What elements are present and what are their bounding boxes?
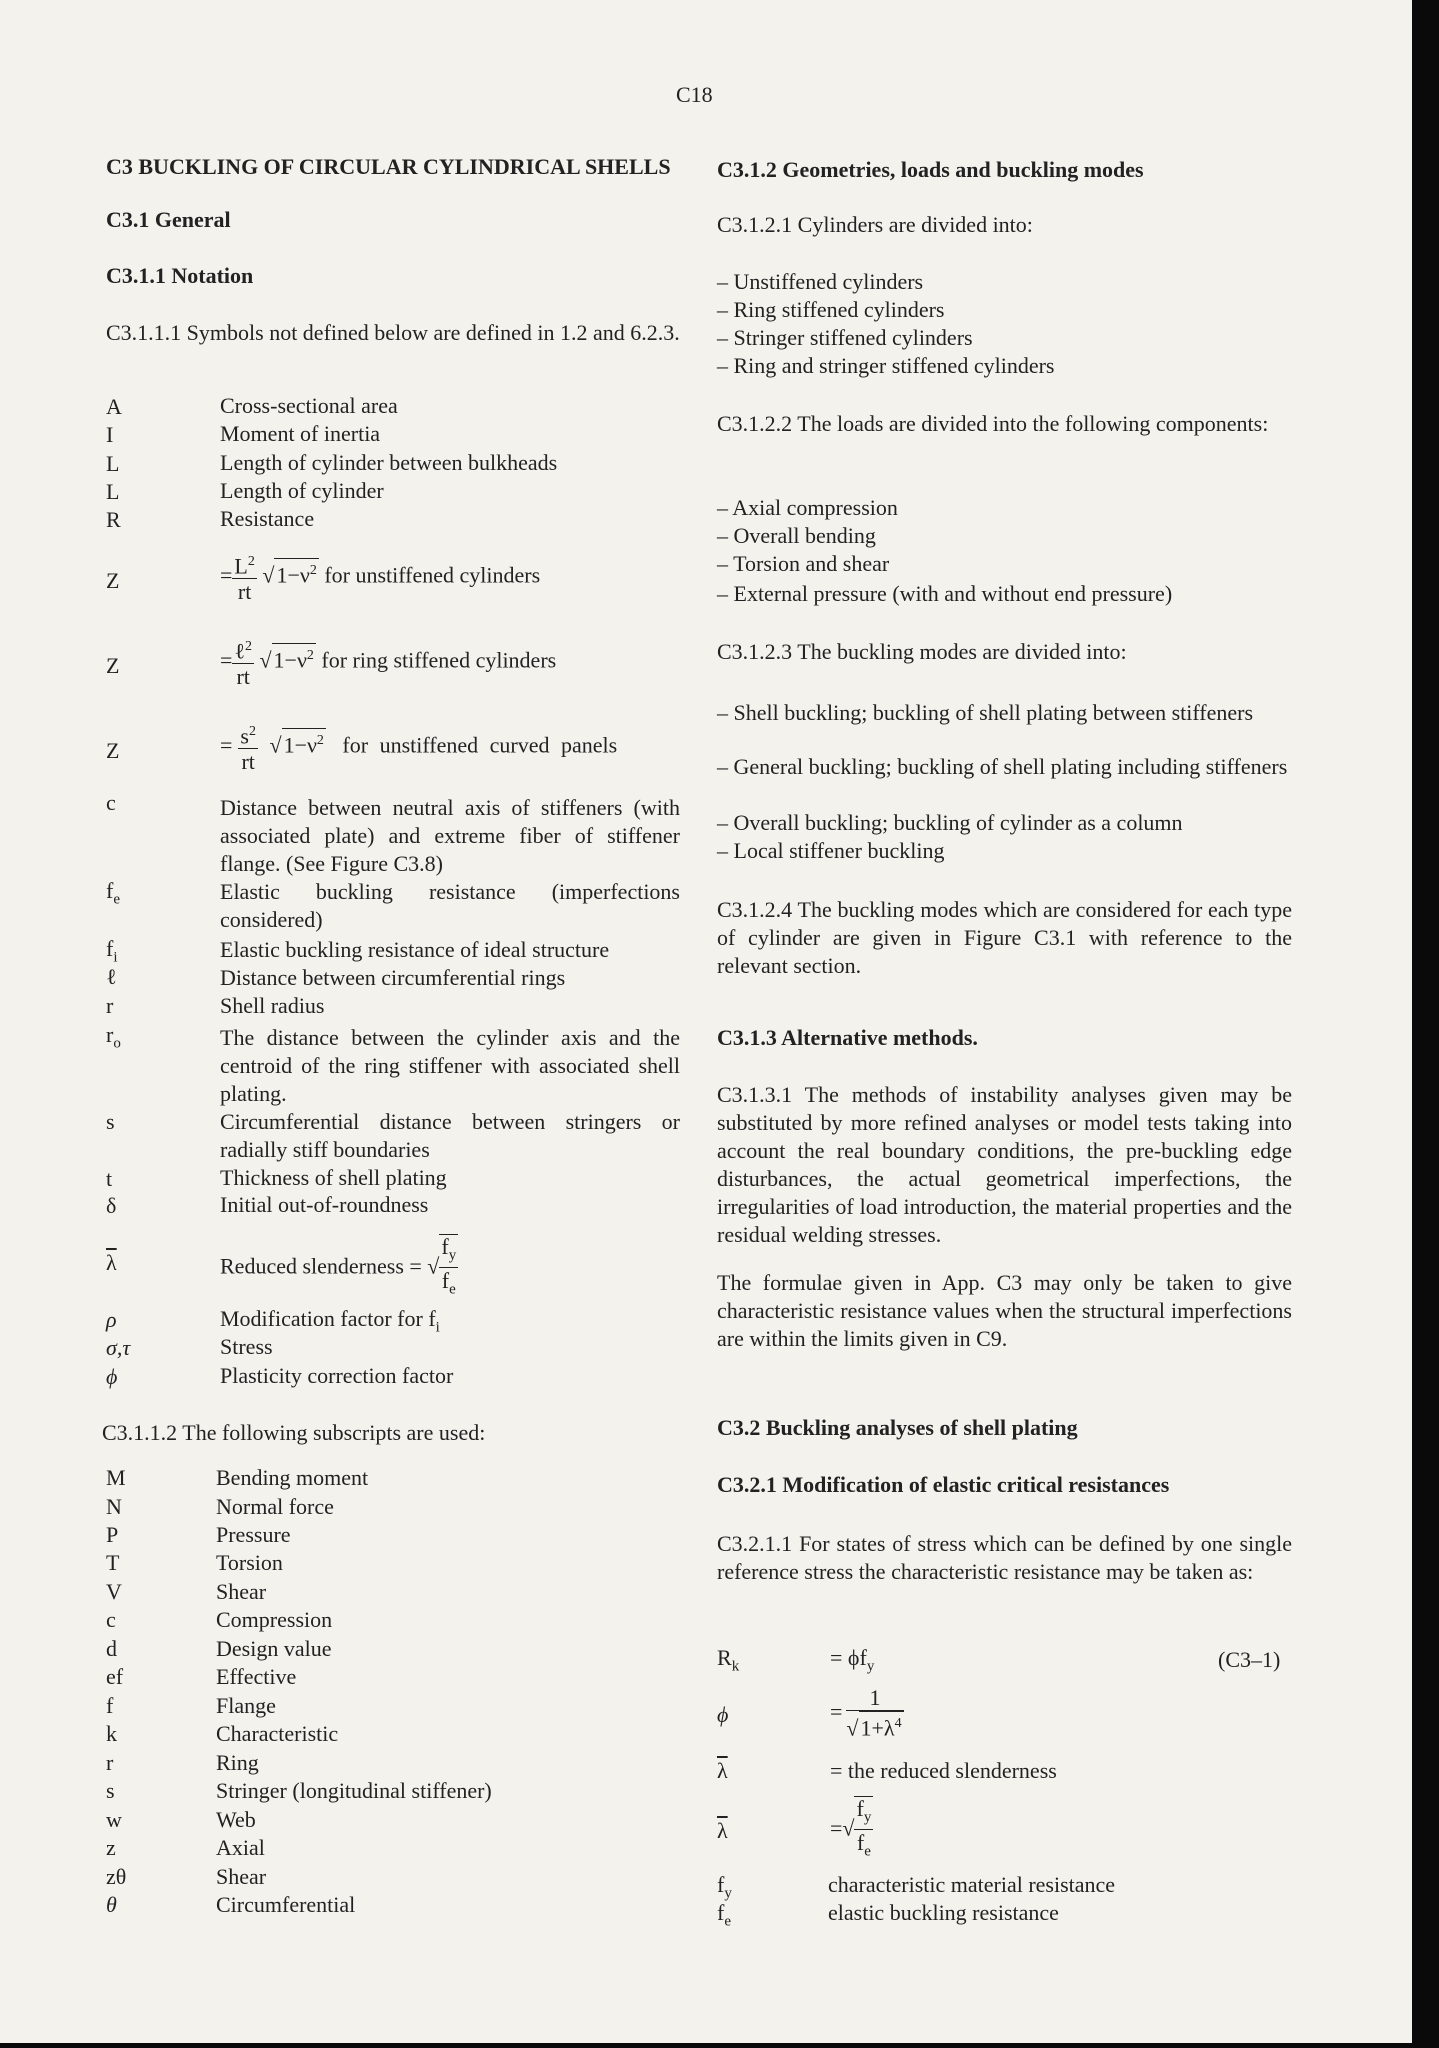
reduced-slenderness-formula: Reduced slenderness = √ $\frac{f_y}{f_e}$	[220, 1234, 458, 1303]
paragraph-c3-1-2-4: C3.1.2.4 The buckling modes which are considered for each type of cylinder are given in Figure C3.1 with reference to the relevant section.	[717, 897, 1292, 978]
notation-definition: Modification factor for $f_i$	[220, 1306, 440, 1336]
subscript-symbol: V	[106, 1579, 122, 1604]
subscript-symbol: k	[106, 1721, 117, 1746]
subscript-definition: Axial	[216, 1835, 265, 1860]
eq-lambda-rhs-2: =√ $\frac{f_y}{f_e}$	[830, 1796, 873, 1865]
buckling-mode-item: – General buckling; buckling of shell plating including stiffeners	[717, 754, 1288, 779]
notation-symbol: A	[106, 394, 122, 419]
notation-definition: Cross-sectional area	[220, 393, 398, 418]
subscript-symbol: c	[106, 1607, 116, 1632]
subscript-definition: Stringer (longitudinal stiffener)	[216, 1778, 492, 1803]
subscript-definition: Circumferential	[216, 1892, 356, 1917]
subscript-definition: Web	[216, 1807, 256, 1832]
subscript-definition: Shear	[216, 1864, 267, 1889]
notation-symbol: ℓ	[106, 964, 117, 989]
eq-phi-symbol: ϕ	[717, 1702, 729, 1727]
paragraph-c3-1-2-3: C3.1.2.3 The buckling modes are divided into:	[717, 639, 1127, 664]
eq-lambda-symbol: $\overline{\lambda}$	[717, 1758, 728, 1783]
subscript-symbol: r	[106, 1750, 114, 1775]
notation-definition: Thickness of shell plating	[220, 1165, 447, 1190]
subscript-definition: Ring	[216, 1750, 259, 1775]
section-heading-c3-2-1: C3.2.1 Modification of elastic critical resistances	[717, 1472, 1170, 1497]
subscript-definition: Effective	[216, 1664, 297, 1689]
eq-rk-symbol: $R_k$	[717, 1645, 740, 1675]
section-heading-c3-1-3: C3.1.3 Alternative methods.	[717, 1025, 978, 1050]
notation-symbol: L	[106, 451, 120, 476]
notation-definition: Initial out-of-roundness	[220, 1192, 429, 1217]
notation-definition: Distance between circumferential rings	[220, 965, 566, 990]
eq-lambda-symbol-2: $\overline{\lambda}$	[717, 1818, 728, 1843]
notation-definition: Distance between neutral axis of stiffeners (with associated plate) and extreme fiber of stiffener flange. (See Figure C3.8)	[220, 795, 680, 876]
notation-symbol: r	[106, 993, 114, 1018]
load-item: – Overall bending	[717, 523, 876, 548]
notation-symbol: Z	[106, 653, 120, 678]
section-heading-c3-2: C3.2 Buckling analyses of shell plating	[717, 1415, 1078, 1440]
subscript-symbol: f	[106, 1693, 114, 1718]
buckling-mode-item: – Shell buckling; buckling of shell plating between stiffeners	[717, 700, 1254, 725]
eq-rk-rhs: = $\phi f_y$	[830, 1645, 875, 1675]
subscript-symbol: P	[106, 1522, 119, 1547]
paragraph-c3-2-1-1: C3.2.1.1 For states of stress which can be defined by one single reference stress the characteristic resistance may be taken as:	[717, 1531, 1292, 1584]
subscript-symbol: z	[106, 1835, 116, 1860]
subscript-definition: Shear	[216, 1579, 267, 1604]
cylinder-type-item: – Ring stiffened cylinders	[717, 297, 945, 322]
notation-definition: Length of cylinder	[220, 478, 384, 503]
section-heading-c3-1-1: C3.1.1 Notation	[106, 263, 254, 288]
buckling-mode-item: – Overall buckling; buckling of cylinder as a column	[717, 810, 1183, 835]
notation-symbol: s	[106, 1109, 115, 1134]
buckling-mode-item: – Local stiffener buckling	[717, 838, 945, 863]
eq-fe-symbol: $f_e$	[717, 1900, 731, 1930]
notation-symbol: I	[106, 422, 114, 447]
subscript-symbol: M	[106, 1465, 126, 1490]
subscript-symbol: s	[106, 1778, 115, 1803]
z-formula-curved-panels: = $\frac{s^2}{rt}$ $√1-\nu^2$ for unstiffened curved panels	[220, 720, 680, 775]
subscript-symbol: N	[106, 1494, 122, 1519]
paragraph-c3-1-3-1: C3.1.3.1 The methods of instability analyses given may be substituted by more refined analyses or model tests taking into account the real boundary conditions, the pre-buckling edge disturbances, the actual geometrical imperfections, the irregularities of load introduction, the material properties and the residual welding stresses.	[717, 1082, 1292, 1247]
section-heading-c3-1: C3.1 General	[106, 207, 231, 232]
load-item: – Axial compression	[717, 495, 898, 520]
notation-definition: Length of cylinder between bulkheads	[220, 450, 558, 475]
notation-definition: Elastic buckling resistance of ideal structure	[220, 937, 610, 962]
subscript-definition: Normal force	[216, 1494, 334, 1519]
equation-number: (C3–1)	[1218, 1647, 1281, 1672]
notation-symbol: δ	[106, 1193, 117, 1218]
subscript-definition: Torsion	[216, 1550, 283, 1575]
notation-definition: Moment of inertia	[220, 421, 381, 446]
notation-symbol: $f_e$	[106, 878, 120, 908]
notation-symbol: ρ	[106, 1307, 117, 1332]
paragraph-c3-1-1-2: C3.1.1.2 The following subscripts are used:	[102, 1420, 486, 1445]
subscript-definition: Pressure	[216, 1522, 291, 1547]
eq-phi-rhs: = $\frac{1}{√1+\lambda^4}$	[830, 1685, 902, 1741]
cylinder-type-item: – Unstiffened cylinders	[717, 269, 924, 294]
paragraph-c3-1-1-1: C3.1.1.1 Symbols not defined below are defined in 1.2 and 6.2.3.	[106, 320, 680, 345]
paragraph-c3-1-2-2: C3.1.2.2 The loads are divided into the following components:	[717, 411, 1269, 436]
subscript-symbol: θ	[106, 1892, 117, 1917]
subscript-symbol: zθ	[106, 1864, 127, 1889]
eq-fe-definition: elastic buckling resistance	[828, 1900, 1059, 1925]
chapter-title: C3 BUCKLING OF CIRCULAR CYLINDRICAL SHELLS	[106, 154, 671, 179]
notation-definition: The distance between the cylinder axis and the centroid of the ring stiffener with associated shell plating.	[220, 1025, 680, 1106]
eq-fy-definition: characteristic material resistance	[828, 1872, 1116, 1897]
eq-lambda-rhs: = the reduced slenderness	[830, 1758, 1057, 1783]
subscript-symbol: w	[106, 1807, 122, 1832]
subscript-definition: Design value	[216, 1636, 332, 1661]
notation-symbol: σ,τ	[106, 1335, 131, 1360]
notation-symbol: $\overline{\lambda}$	[106, 1250, 117, 1275]
subscript-definition: Bending moment	[216, 1465, 369, 1490]
notation-symbol: t	[106, 1166, 113, 1191]
subscript-definition: Compression	[216, 1607, 333, 1632]
notation-symbol: Z	[106, 568, 120, 593]
subscript-symbol: ef	[106, 1664, 124, 1689]
load-item: – Torsion and shear	[717, 551, 890, 576]
notation-symbol: R	[106, 507, 121, 532]
cylinder-type-item: – Ring and stringer stiffened cylinders	[717, 353, 1055, 378]
paragraph-c3-1-2-1: C3.1.2.1 Cylinders are divided into:	[717, 212, 1033, 237]
notation-symbol: Z	[106, 738, 120, 763]
section-heading-c3-1-2: C3.1.2 Geometries, loads and buckling modes	[717, 157, 1144, 182]
z-formula-ring-stiffened: = $\frac{\ell^2}{rt}$ $√1-\nu^2$ for ring stiffened cylinders	[220, 635, 556, 690]
load-item: – External pressure (with and without end pressure)	[717, 581, 1173, 606]
notation-definition: Shell radius	[220, 993, 325, 1018]
notation-symbol: L	[106, 479, 120, 504]
eq-fy-symbol: $f_y$	[717, 1872, 732, 1902]
notation-symbol: c	[106, 790, 116, 815]
subscript-symbol: T	[106, 1550, 120, 1575]
notation-symbol: $f_i$	[106, 936, 118, 966]
z-formula-unstiffened: = $\frac{L^2}{rt}$ $√1-\nu^2$ for unstiffened cylinders	[220, 550, 540, 605]
notation-symbol: ϕ	[106, 1364, 118, 1389]
subscript-definition: Flange	[216, 1693, 276, 1718]
notation-definition: Circumferential distance between stringers or radially stiff boundaries	[220, 1109, 680, 1162]
notation-definition: Stress	[220, 1334, 273, 1359]
subscript-definition: Characteristic	[216, 1721, 339, 1746]
subscript-symbol: d	[106, 1636, 117, 1661]
notation-definition: Resistance	[220, 506, 315, 531]
notation-definition: Plasticity correction factor	[220, 1363, 454, 1388]
cylinder-type-item: – Stringer stiffened cylinders	[717, 325, 973, 350]
paragraph-formulae-note: The formulae given in App. C3 may only be taken to give characteristic resistance values when the structural imperfections are within the limits given in C9.	[717, 1270, 1292, 1351]
notation-symbol: $r_o$	[106, 1022, 121, 1052]
notation-definition: Elastic buckling resistance (imperfections considered)	[220, 879, 680, 932]
page-number: C18	[676, 82, 713, 107]
